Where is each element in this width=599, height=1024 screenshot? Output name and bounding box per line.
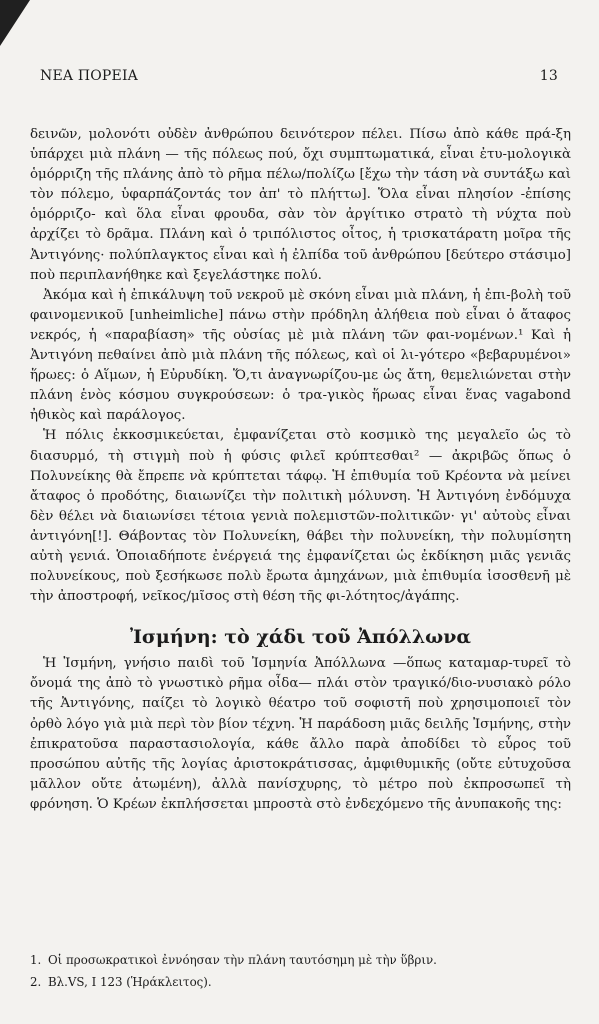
footnote-text: Οἱ προσωκρατικοὶ ἐννόησαν τὴν πλάνη ταυτόσημη μὲ τὴν ὕβριν. [48, 953, 437, 967]
footnote-number: 1. [30, 953, 42, 967]
paragraph: Ἀκόμα καὶ ἡ ἐπικάλυψη τοῦ νεκροῦ μὲ σκόνη εἶναι μιὰ πλάνη, ἡ ἐπι-βολὴ τοῦ φαινομενικοῦ [unheimliche] πάνω στὴν πρόδηλη ἀλήθεια ποὺ εἶναι ὁ ἄταφος νεκρός, ἡ «παραβίαση» τῆς οὐσίας μὲ μιὰ πλάνη τῶν φαι-νομένων.¹ Καὶ ἡ Ἀντιγόνη πεθαίνει ἀπὸ μιὰ πλάνη τῆς πόλεως, καὶ οἱ λι-γότερο «βεβαρυμένοι» ἥρωες: ὁ Αἵμων, ἡ Εὐρυδίκη. Ὅ,τι ἀναγνωρίζου-με ὡς ἄτη, θεμελιώνεται στὴν πλάνη ἑνὸς κόσμου συγκρούσεων: ὁ τρα-γικὸς ἥρωας εἶναι ἕνας vagabond ἠθικὸς καὶ παράλογος. [30, 287, 571, 424]
body-text [30, 125, 571, 815]
paragraph: Ἡ πόλις ἐκκοσμικεύεται, ἐμφανίζεται στὸ κοσμικὸ της μεγαλεῖο ὡς τὸ διασυρμό, τὴ στιγμὴ ποὺ ἡ φύσις φιλεῖ κρύπτεσθαι² — ἀκριβῶς ὅπως ὁ Πολυνείκης θὰ ἔπρεπε νὰ κρύπτεται τάφῳ. Ἡ ἐπιθυμία τοῦ Κρέοντα νὰ μείνει ἄταφος ὁ προδότης, διαιωνίζει τὴν πολιτικὴ μόλυνση. Ἡ Ἀντιγόνη ἐνδόμυχα δὲν θέλει νὰ διαιωνίσει τέτοια γενιὰ πολεμιστῶν-πολιτικῶν· γι' αὐτοὺς εἶναι ἀντιγόνη[!]. Θάβοντας τὸν Πολυνείκη, θάβει τὴν πολυνείκη, τὴν πολυμίσητη αὐτὴ γενιά. Ὁποιαδήποτε ἐνέργειά της ἐμφανίζεται ὡς ἐκδίκηση μιᾶς γενιᾶς πολυνείκους, ποὺ ξεσήκωσε πολὺ ἔρωτα ἀμηχάνων, μιὰ ἐπιθυμία ἰσοσθενῆ μὲ τὴν ἀποστροφή, νεῖκος/μῖσος στὴ θέση τῆς φι-λότητος/ἀγάπης. [30, 428, 571, 605]
footnote [30, 971, 571, 993]
page-number: 13 [539, 68, 558, 84]
running-head-title: ΝΕΑ ΠΟΡΕΙΑ [40, 68, 138, 84]
footnote-number: 2. [30, 975, 42, 989]
section-paragraph: Ἡ Ἰσμήνη, γνήσιο παιδὶ τοῦ Ἰσμηνία Ἀπόλλωνα —ὅπως καταμαρ-τυρεῖ τὸ ὄνομά της ἀπὸ τὸ γνωστικὸ ρῆμα οἶδα— πλάι στὸν τραγικό/διο-νυσιακὸ ρόλο τῆς Ἀντιγόνης, παίζει τὸ λογικὸ θέατρο τοῦ σοφιστῆ ποὺ χρησιμοποιεῖ τὸν ὀρθὸ λόγο γιὰ μιὰ περὶ τὸν βίον τέχνη. Ἡ παράδοση μιᾶς δειλῆς Ἰσμήνης, στὴν ἐπικρατοῦσα παραστασιολογία, κάθε ἄλλο παρὰ ἀποδίδει τὸ εὖρος τοῦ προσώπου αὐτῆς τῆς λογίας ἀριστοκράτισσας, ἀμφιθυμικῆς (οὔτε εὐτυχοῦσα μᾶλλον οὔτε ἀτωμένη), ἀλλὰ πανίσχυρης, τὸ μέτρο ποὺ ἐκπροσωπεῖ τὴ φρόνηση. Ὁ Κρέων ἐκπλήσσεται μπροστὰ στὸ ἐνδεχόμενο τῆς ἀνυπακοῆς της: [30, 656, 571, 812]
paragraph: δεινῶν, μολονότι οὐδὲν ἀνθρώπου δεινότερον πέλει. Πίσω ἀπὸ κάθε πρά-ξη ὑπάρχει μιὰ πλάνη — τῆς πόλεως πού, ὄχι συμπτωματικά, εἶναι ἐτυ-μολογικὰ ὁμόρριζη τῆς πλάνης ἀπὸ τὸ ρῆμα πέλω/πολίζω [ἔχω τὴν τάση νὰ συντάξω καὶ τὸν πόλεμο, ὑφαρπάζοντάς τον ἀπ' τὸ πλήττω]. Ὅλα εἶναι πλησίον -ἐπίσης ὁμόρριζο- καὶ ὅλα εἶναι φρουδα, σὰν τὸν ἀργίτικο στρατὸ τὴ νύχτα ποὺ ἀρχίζει τὸ δρᾶμα. Πλάνη καὶ ὁ τριπόλιστος οἶτος, ἡ τρισκατάρατη μοῖρα τῆς Ἀντιγόνης· πολύπλαγκτος εἶναι καὶ ἡ ἐλπίδα τοῦ ἀνθρώπου [δεύτερο στάσιμο] ποὺ περιπλανήθηκε καὶ ξεγελάστηκε πολύ. [30, 127, 571, 283]
running-head [40, 68, 558, 84]
section-title: Ἰσμήνη: τὸ χάδι τοῦ Ἀπόλλωνα [129, 626, 472, 649]
footnote [30, 949, 571, 971]
scan-shadow-corner [0, 0, 30, 46]
footnotes [30, 949, 571, 993]
footnote-text: Βλ.VS, I 123 (Ἡράκλειτος). [48, 975, 212, 989]
